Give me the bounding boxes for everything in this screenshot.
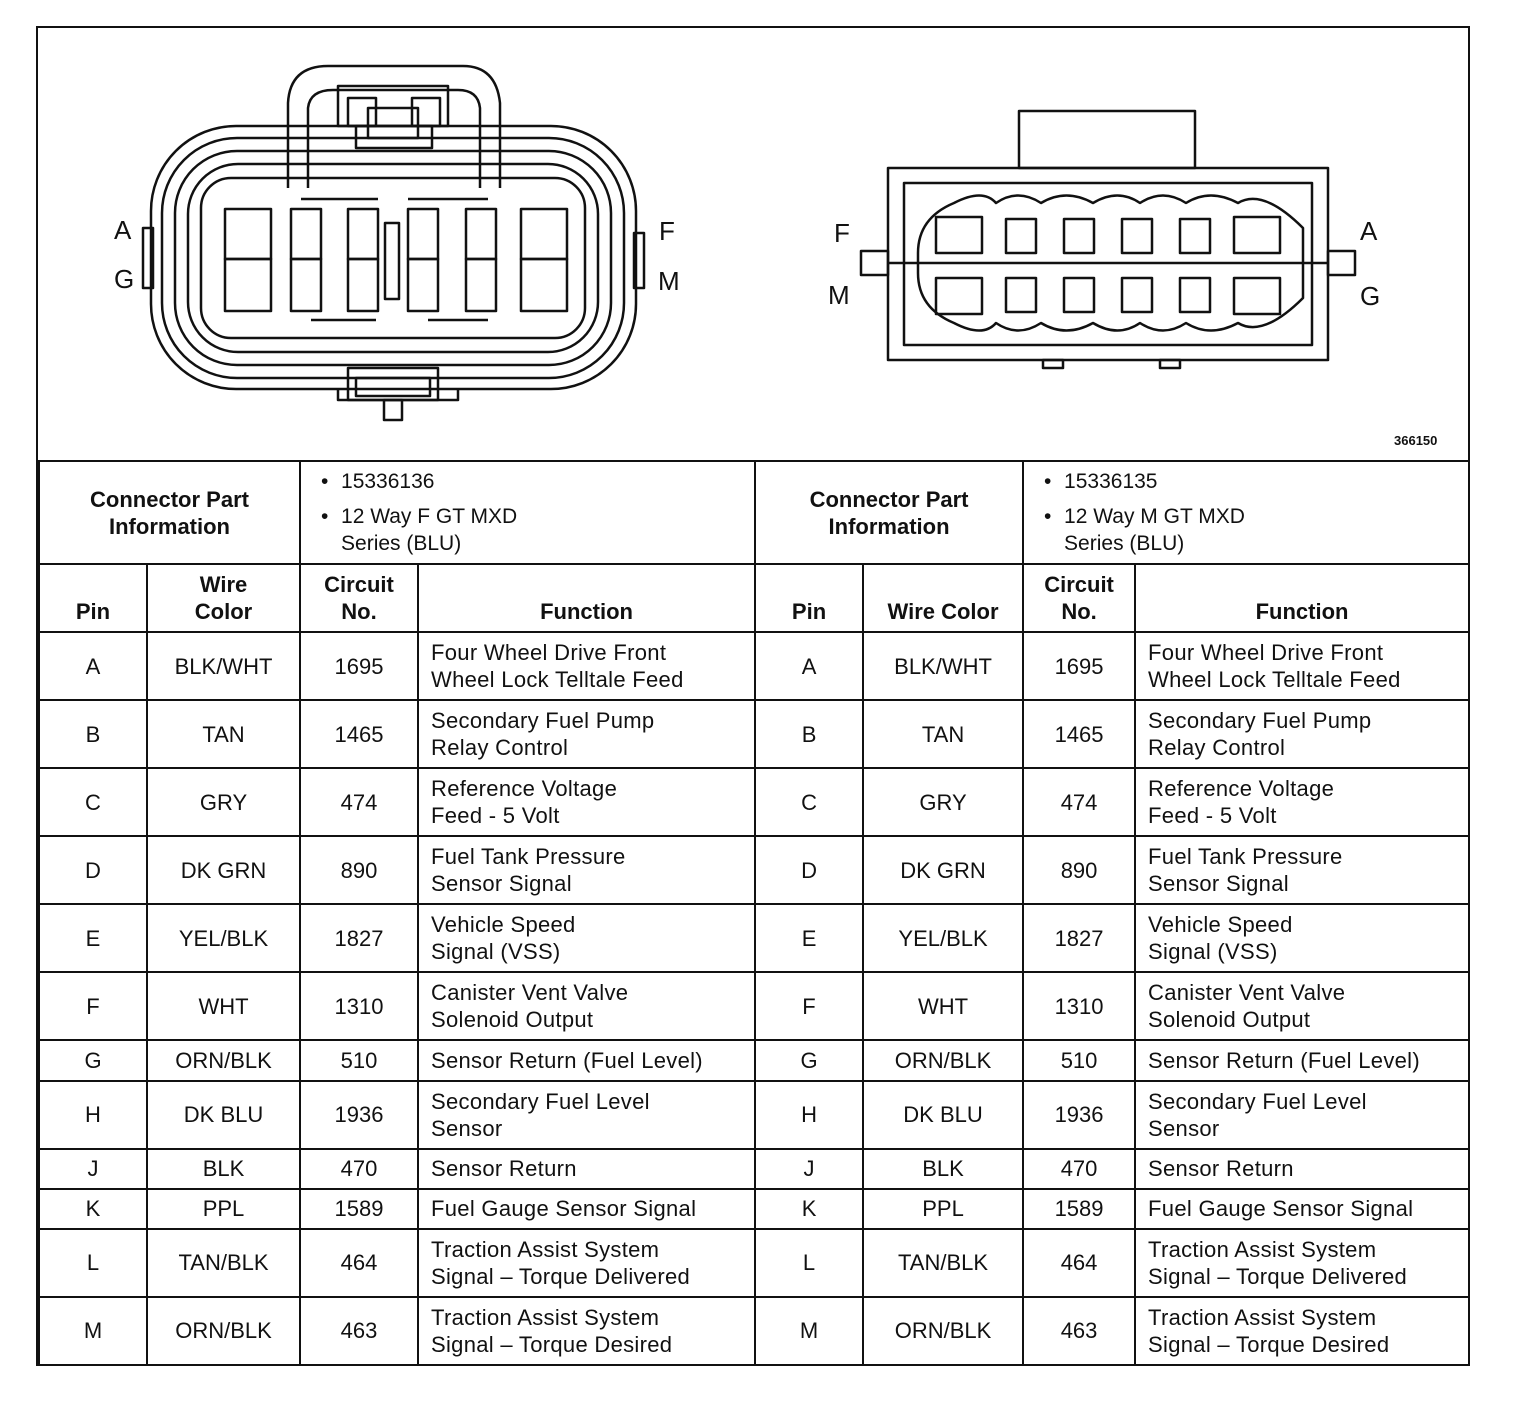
function-line: Signal – Torque Delivered (431, 1263, 691, 1289)
connector-sheet (36, 26, 1470, 1366)
circuit-cell-left: 464 (300, 1229, 418, 1297)
wire-cell-left: WHT (147, 972, 300, 1040)
function-line: Vehicle Speed (431, 912, 576, 938)
function-cell-right (1135, 1040, 1469, 1080)
pin-cell-left: K (39, 1189, 147, 1229)
col-header-function-left: Function (418, 564, 755, 632)
female-label-bottom-left: G (114, 264, 135, 294)
col-header-pin-left: Pin (39, 564, 147, 632)
table-row (39, 904, 1469, 972)
male-label-bottom-left: M (828, 280, 850, 310)
function-cell-left (418, 904, 755, 972)
figure-id: 366150 (1394, 433, 1438, 448)
wire-cell-right: DK GRN (863, 836, 1023, 904)
function-line: Vehicle Speed (1148, 912, 1293, 938)
wire-cell-left: ORN/BLK (147, 1297, 300, 1365)
function-line: Feed - 5 Volt (431, 803, 560, 829)
connector-part-label-right: Connector Part Information (755, 461, 1023, 564)
function-cell-left (418, 972, 755, 1040)
circuit-cell-left: 463 (300, 1297, 418, 1365)
table-row (39, 836, 1469, 904)
pinout-table (38, 460, 1470, 1366)
wire-cell-left: PPL (147, 1189, 300, 1229)
wire-cell-right: GRY (863, 768, 1023, 836)
function-cell-left (418, 1189, 755, 1229)
table-row (39, 972, 1469, 1040)
function-line: Reference Voltage (431, 776, 618, 802)
pin-cell-left: G (39, 1040, 147, 1080)
col-header-pin-right: Pin (755, 564, 863, 632)
wire-cell-left: ORN/BLK (147, 1040, 300, 1080)
function-line: Sensor Return (Fuel Level) (431, 1047, 703, 1073)
function-cell-left (418, 632, 755, 700)
col-header-function-right: Function (1135, 564, 1469, 632)
wire-cell-left: TAN/BLK (147, 1229, 300, 1297)
wire-cell-right: DK BLU (863, 1081, 1023, 1149)
connector-part-info-right (1023, 461, 1469, 564)
circuit-cell-left: 890 (300, 836, 418, 904)
pin-cell-right: C (755, 768, 863, 836)
pin-cell-left: M (39, 1297, 147, 1365)
table-row (39, 632, 1469, 700)
function-cell-left (418, 1081, 755, 1149)
function-cell-right (1135, 1229, 1469, 1297)
pin-cell-right: D (755, 836, 863, 904)
pin-cell-left: C (39, 768, 147, 836)
wire-cell-left: TAN (147, 700, 300, 768)
pin-cell-left: E (39, 904, 147, 972)
male-label-bottom-right: G (1360, 281, 1381, 311)
pin-cell-right: B (755, 700, 863, 768)
circuit-cell-left: 470 (300, 1149, 418, 1189)
function-line: Traction Assist System (1148, 1236, 1377, 1262)
function-line: Solenoid Output (431, 1007, 594, 1033)
function-line: Wheel Lock Telltale Feed (431, 667, 684, 693)
circuit-cell-right: 1695 (1023, 632, 1135, 700)
circuit-cell-right: 510 (1023, 1040, 1135, 1080)
function-line: Four Wheel Drive Front (431, 640, 667, 666)
function-cell-right (1135, 1081, 1469, 1149)
function-line: Sensor Signal (1148, 871, 1289, 897)
wire-cell-right: PPL (863, 1189, 1023, 1229)
function-line: Sensor Return (1148, 1156, 1294, 1182)
female-label-bottom-right: M (658, 266, 680, 296)
function-line: Feed - 5 Volt (1148, 803, 1277, 829)
pin-rows (39, 632, 1469, 1365)
pin-cell-left: F (39, 972, 147, 1040)
pin-cell-right: A (755, 632, 863, 700)
function-line: Secondary Fuel Level (431, 1088, 650, 1114)
circuit-cell-right: 1310 (1023, 972, 1135, 1040)
table-row (39, 1189, 1469, 1229)
col-header-wire-right: Wire Color (863, 564, 1023, 632)
part-description-right-1: 12 Way M GT MXD (1064, 505, 1245, 528)
pin-cell-left: B (39, 700, 147, 768)
function-cell-right (1135, 836, 1469, 904)
function-line: Traction Assist System (431, 1304, 660, 1330)
pin-cell-right: K (755, 1189, 863, 1229)
female-label-top-left: A (114, 215, 132, 245)
function-line: Fuel Gauge Sensor Signal (431, 1196, 697, 1222)
circuit-cell-right: 1589 (1023, 1189, 1135, 1229)
pin-cell-left: D (39, 836, 147, 904)
circuit-cell-left: 474 (300, 768, 418, 836)
wire-cell-left: YEL/BLK (147, 904, 300, 972)
circuit-cell-right: 474 (1023, 768, 1135, 836)
pin-cell-right: L (755, 1229, 863, 1297)
part-number-right: 15336135 (1064, 470, 1158, 493)
pin-cell-left: A (39, 632, 147, 700)
pin-cell-left: H (39, 1081, 147, 1149)
connector-part-info-left (300, 461, 755, 564)
function-line: Canister Vent Valve (431, 980, 629, 1006)
circuit-cell-right: 1827 (1023, 904, 1135, 972)
circuit-cell-left: 1936 (300, 1081, 418, 1149)
function-cell-left (418, 700, 755, 768)
connector-part-label-left: Connector Part Information (39, 461, 300, 564)
col-header-circuit-left: Circuit No. (300, 564, 418, 632)
circuit-cell-left: 1310 (300, 972, 418, 1040)
wire-cell-right: BLK/WHT (863, 632, 1023, 700)
wire-cell-right: BLK (863, 1149, 1023, 1189)
circuit-cell-left: 1589 (300, 1189, 418, 1229)
wire-cell-left: DK BLU (147, 1081, 300, 1149)
pin-cell-left: L (39, 1229, 147, 1297)
bullet: • (1044, 505, 1052, 528)
function-cell-right (1135, 1189, 1469, 1229)
table-row (39, 700, 1469, 768)
function-cell-left (418, 1040, 755, 1080)
bullet: • (321, 505, 329, 528)
connector-info-row (39, 461, 1469, 564)
function-line: Traction Assist System (431, 1236, 660, 1262)
function-cell-right (1135, 768, 1469, 836)
function-line: Fuel Tank Pressure (431, 844, 626, 870)
function-line: Secondary Fuel Pump (431, 708, 655, 734)
wire-cell-right: TAN/BLK (863, 1229, 1023, 1297)
function-line: Solenoid Output (1148, 1007, 1311, 1033)
function-line: Sensor (1148, 1115, 1220, 1141)
circuit-cell-right: 1936 (1023, 1081, 1135, 1149)
table-row (39, 1081, 1469, 1149)
function-line: Signal – Torque Desired (431, 1331, 673, 1357)
circuit-cell-left: 1827 (300, 904, 418, 972)
function-cell-left (418, 768, 755, 836)
function-line: Secondary Fuel Level (1148, 1088, 1367, 1114)
function-cell-left (418, 1297, 755, 1365)
male-connector-drawing (861, 111, 1355, 368)
function-cell-right (1135, 972, 1469, 1040)
wire-cell-left: GRY (147, 768, 300, 836)
table-row (39, 1297, 1469, 1365)
function-line: Reference Voltage (1148, 776, 1335, 802)
bullet: • (1044, 470, 1052, 493)
function-cell-left (418, 836, 755, 904)
circuit-cell-left: 1465 (300, 700, 418, 768)
wire-cell-right: YEL/BLK (863, 904, 1023, 972)
col-header-circuit-right: Circuit No. (1023, 564, 1135, 632)
function-cell-right (1135, 1149, 1469, 1189)
column-header-row (39, 564, 1469, 632)
function-line: Signal – Torque Desired (1148, 1331, 1390, 1357)
wire-cell-right: WHT (863, 972, 1023, 1040)
function-line: Signal (VSS) (1148, 939, 1278, 965)
table-row (39, 1149, 1469, 1189)
wire-cell-left: BLK/WHT (147, 632, 300, 700)
function-line: Fuel Gauge Sensor Signal (1148, 1196, 1414, 1222)
part-description-left-1: 12 Way F GT MXD (341, 505, 518, 528)
function-cell-right (1135, 632, 1469, 700)
bullet: • (321, 470, 329, 493)
pin-cell-right: H (755, 1081, 863, 1149)
pin-cell-right: F (755, 972, 863, 1040)
female-label-top-right: F (659, 216, 675, 246)
function-cell-right (1135, 904, 1469, 972)
function-cell-right (1135, 1297, 1469, 1365)
col-header-wire-left: Wire Color (147, 564, 300, 632)
function-line: Secondary Fuel Pump (1148, 708, 1372, 734)
function-line: Sensor (431, 1115, 503, 1141)
function-line: Relay Control (1148, 735, 1286, 761)
function-line: Sensor Return (431, 1156, 577, 1182)
wire-cell-left: DK GRN (147, 836, 300, 904)
function-line: Four Wheel Drive Front (1148, 640, 1384, 666)
table-row (39, 1040, 1469, 1080)
circuit-cell-right: 1465 (1023, 700, 1135, 768)
function-line: Relay Control (431, 735, 569, 761)
circuit-cell-right: 890 (1023, 836, 1135, 904)
table-row (39, 1229, 1469, 1297)
connector-figure (38, 28, 1467, 461)
function-line: Signal (VSS) (431, 939, 561, 965)
function-line: Sensor Signal (431, 871, 572, 897)
pin-cell-right: J (755, 1149, 863, 1189)
circuit-cell-left: 1695 (300, 632, 418, 700)
function-line: Sensor Return (Fuel Level) (1148, 1047, 1420, 1073)
part-number-left: 15336136 (341, 470, 435, 493)
table-row (39, 768, 1469, 836)
pin-cell-right: M (755, 1297, 863, 1365)
function-line: Signal – Torque Delivered (1148, 1263, 1408, 1289)
function-cell-left (418, 1149, 755, 1189)
wire-cell-right: ORN/BLK (863, 1297, 1023, 1365)
part-description-right-2: Series (BLU) (1064, 532, 1185, 555)
wire-cell-left: BLK (147, 1149, 300, 1189)
pin-cell-right: E (755, 904, 863, 972)
circuit-cell-right: 463 (1023, 1297, 1135, 1365)
function-line: Canister Vent Valve (1148, 980, 1346, 1006)
wire-cell-right: ORN/BLK (863, 1040, 1023, 1080)
pin-cell-left: J (39, 1149, 147, 1189)
function-line: Traction Assist System (1148, 1304, 1377, 1330)
function-cell-right (1135, 700, 1469, 768)
male-label-top-right: A (1360, 216, 1378, 246)
wire-cell-right: TAN (863, 700, 1023, 768)
circuit-cell-left: 510 (300, 1040, 418, 1080)
function-line: Fuel Tank Pressure (1148, 844, 1343, 870)
function-cell-left (418, 1229, 755, 1297)
circuit-cell-right: 464 (1023, 1229, 1135, 1297)
female-connector-drawing (143, 66, 644, 420)
function-line: Wheel Lock Telltale Feed (1148, 667, 1401, 693)
male-label-top-left: F (834, 218, 850, 248)
circuit-cell-right: 470 (1023, 1149, 1135, 1189)
pin-cell-right: G (755, 1040, 863, 1080)
part-description-left-2: Series (BLU) (341, 532, 462, 555)
